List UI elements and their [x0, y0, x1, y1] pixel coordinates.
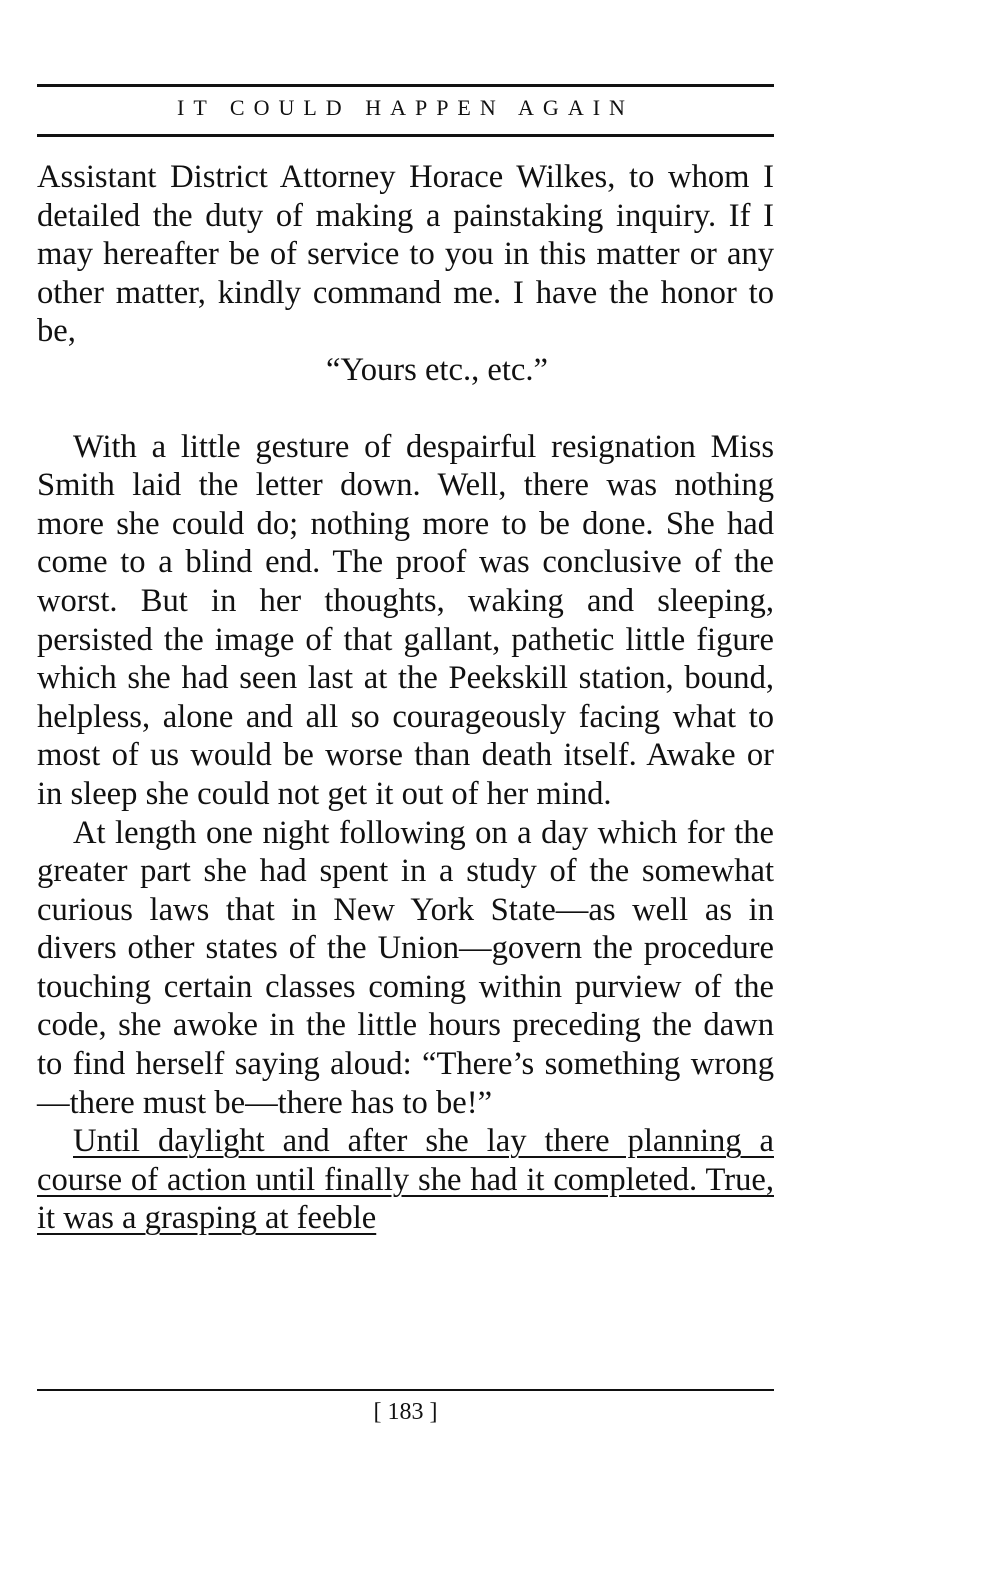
header-rule-bottom — [37, 134, 774, 137]
paragraph: With a little gesture of despairful resignation Miss Smith laid the letter down. Well, there was nothing more she could do; nothing more to be done. She had come to a blind end. The proof was conclusive of the worst. But in her thoughts, waking and sleeping, persisted the image of that gallant, pathetic little figure which she had seen last at the Peekskill station, bound, helpless, alone and all so courageously facing what to most of us would be worse than death itself. Awake or in sleep she could not get it out of her mind. — [37, 428, 774, 812]
page-number: [ 183 ] — [373, 1399, 438, 1425]
letter-body: Assistant District Attorney Horace Wilkes, to whom I detailed the duty of making a painstaking inquiry. If I may hereafter be of service to you in this matter or any other matter, kindly command me. I have the honor to be, — [37, 159, 774, 350]
book-page — [37, 0, 774, 1596]
running-head: IT COULD HAPPEN AGAIN — [177, 95, 634, 120]
letter-closing: “Yours etc., etc.” — [326, 351, 548, 388]
body-text — [37, 158, 774, 1238]
paragraph-text: Until daylight and after she lay there planning a course of action until finally she had it completed. True, it was a grasping at feeble — [37, 1123, 774, 1237]
footer-rule — [37, 1389, 774, 1391]
paragraph: At length one night following on a day which for the greater part she had spent in a study of the somewhat curious laws that in New York State—as well as in divers other states of the Union—govern the procedure touching certain classes coming within purview of the code, she awoke in the little hours preceding the dawn to find herself saying aloud: “There’s something wrong—there must be—there has to be!” — [37, 814, 774, 1121]
paragraph — [37, 1122, 774, 1238]
header-rule-top — [37, 84, 774, 87]
